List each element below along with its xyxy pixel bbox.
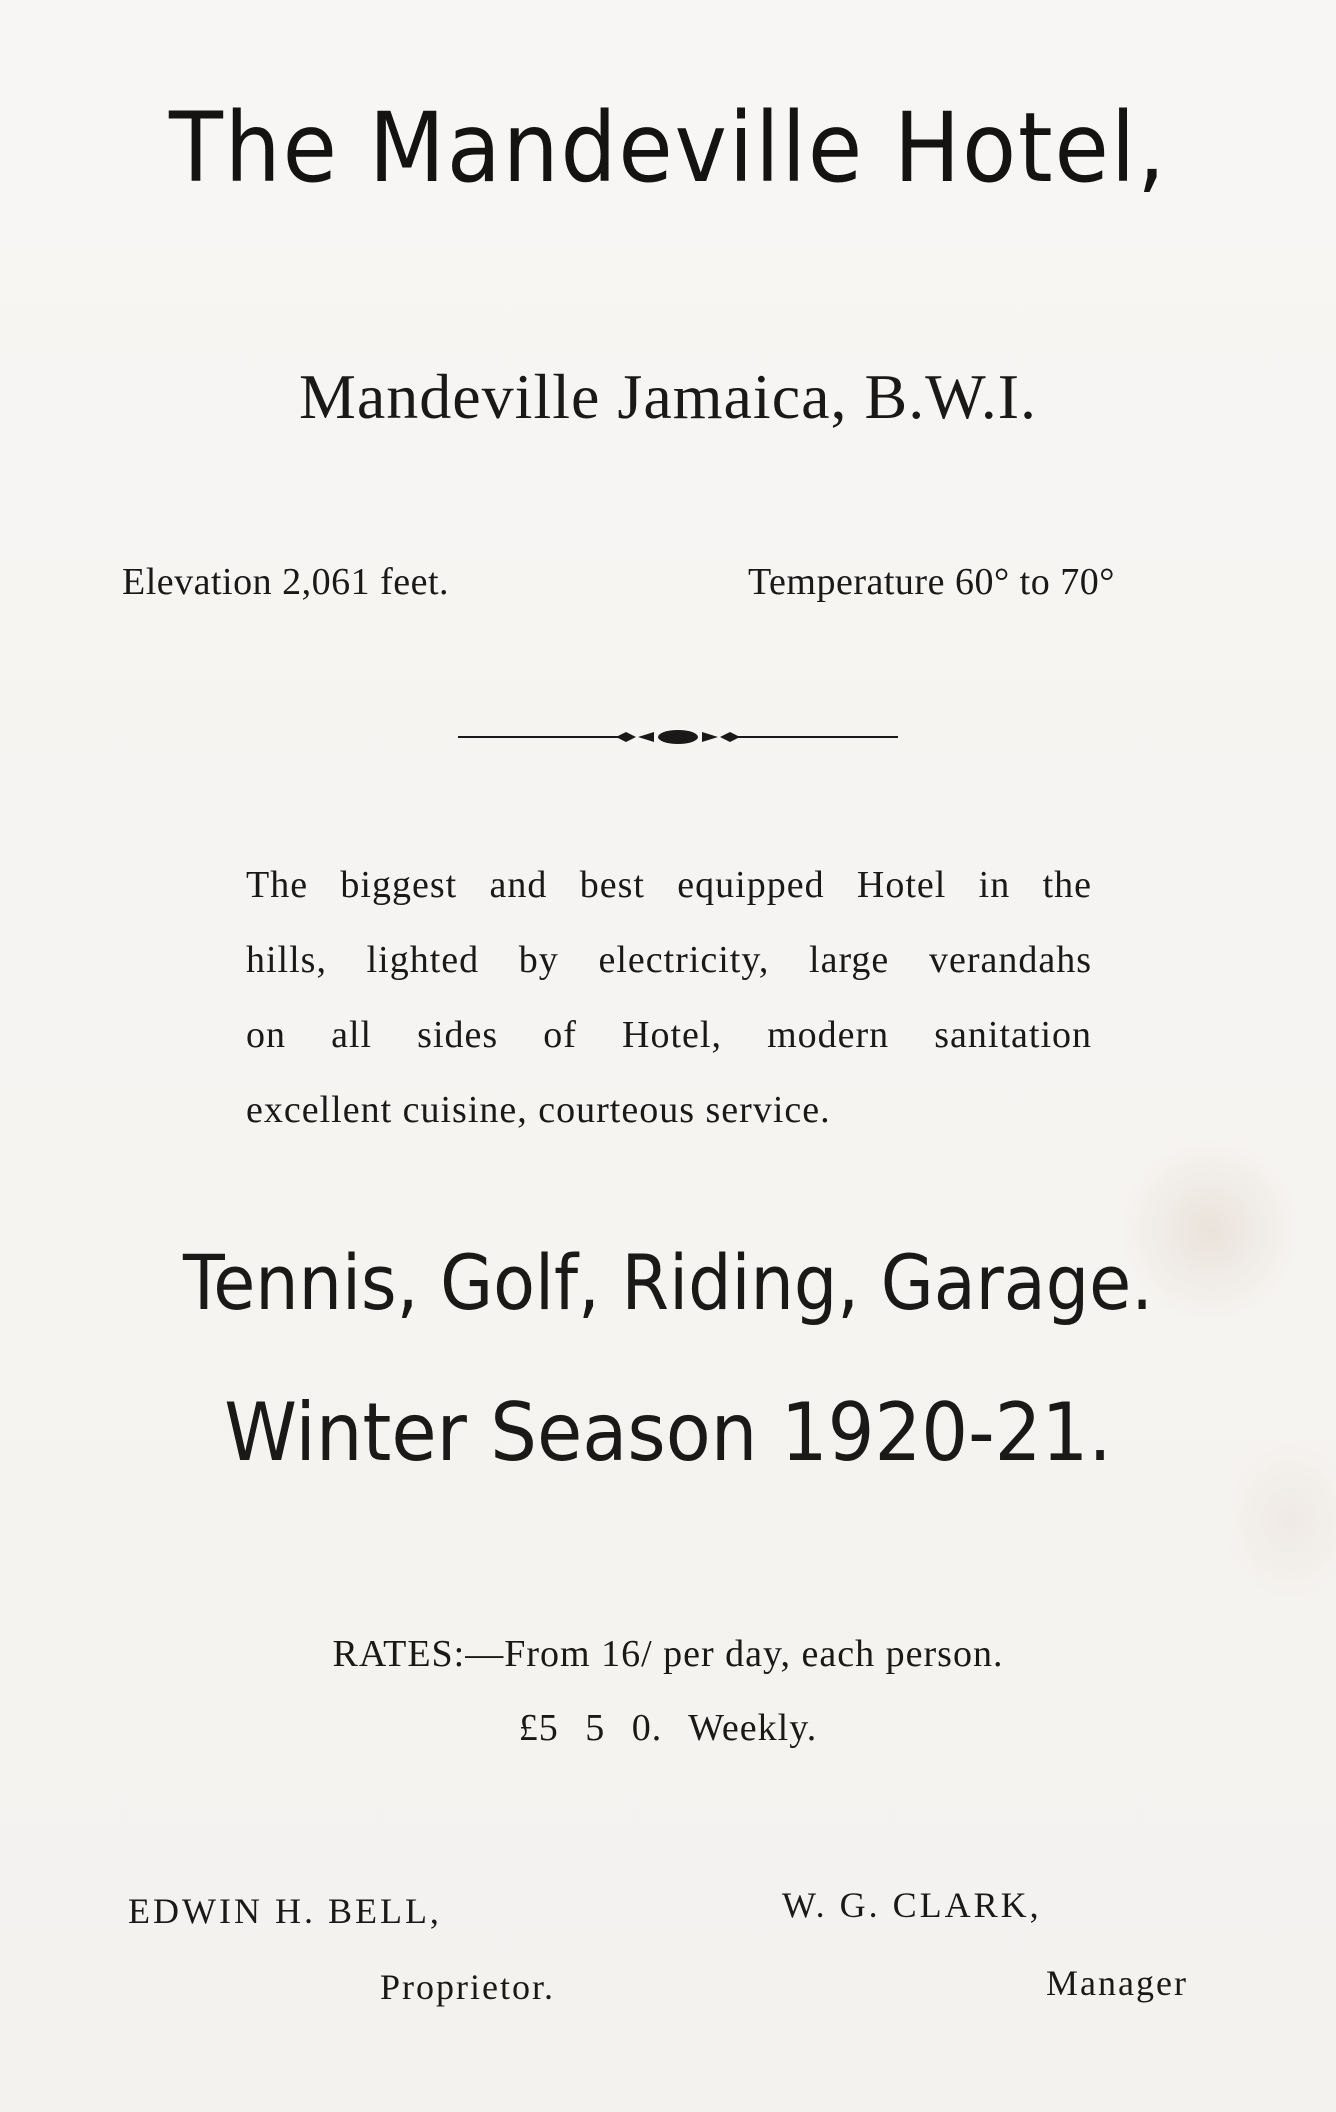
- hotel-description: [246, 848, 1092, 1148]
- hotel-title: The Mandeville Hotel,: [169, 92, 1167, 204]
- daily-rates: RATES:—From 16/ per day, each person.: [332, 1633, 1004, 1675]
- season-heading: Winter Season 1920-21.: [224, 1386, 1112, 1479]
- description-line: hills, lighted by electricity, large verandahs: [246, 939, 1092, 981]
- manager-title: Manager: [1046, 1963, 1188, 2003]
- manager-name: W. G. CLARK,: [782, 1885, 1042, 1925]
- description-line: on all sides of Hotel, modern sanitation: [246, 1014, 1092, 1056]
- proprietor-name: EDWIN H. BELL,: [128, 1891, 442, 1931]
- description-line: The biggest and best equipped Hotel in the: [246, 864, 1092, 906]
- amenities-heading: Tennis, Golf, Riding, Garage.: [183, 1238, 1153, 1327]
- temperature-text: Temperature 60° to 70°: [748, 561, 1115, 603]
- elevation-text: Elevation 2,061 feet.: [122, 561, 450, 603]
- hotel-location: Mandeville Jamaica, B.W.I.: [298, 361, 1038, 432]
- description-line: excellent cuisine, courteous service.: [246, 1089, 831, 1131]
- ornamental-divider: [458, 722, 898, 752]
- weekly-rates: £5 5 0. Weekly.: [518, 1707, 818, 1749]
- proprietor-title: Proprietor.: [380, 1967, 555, 2007]
